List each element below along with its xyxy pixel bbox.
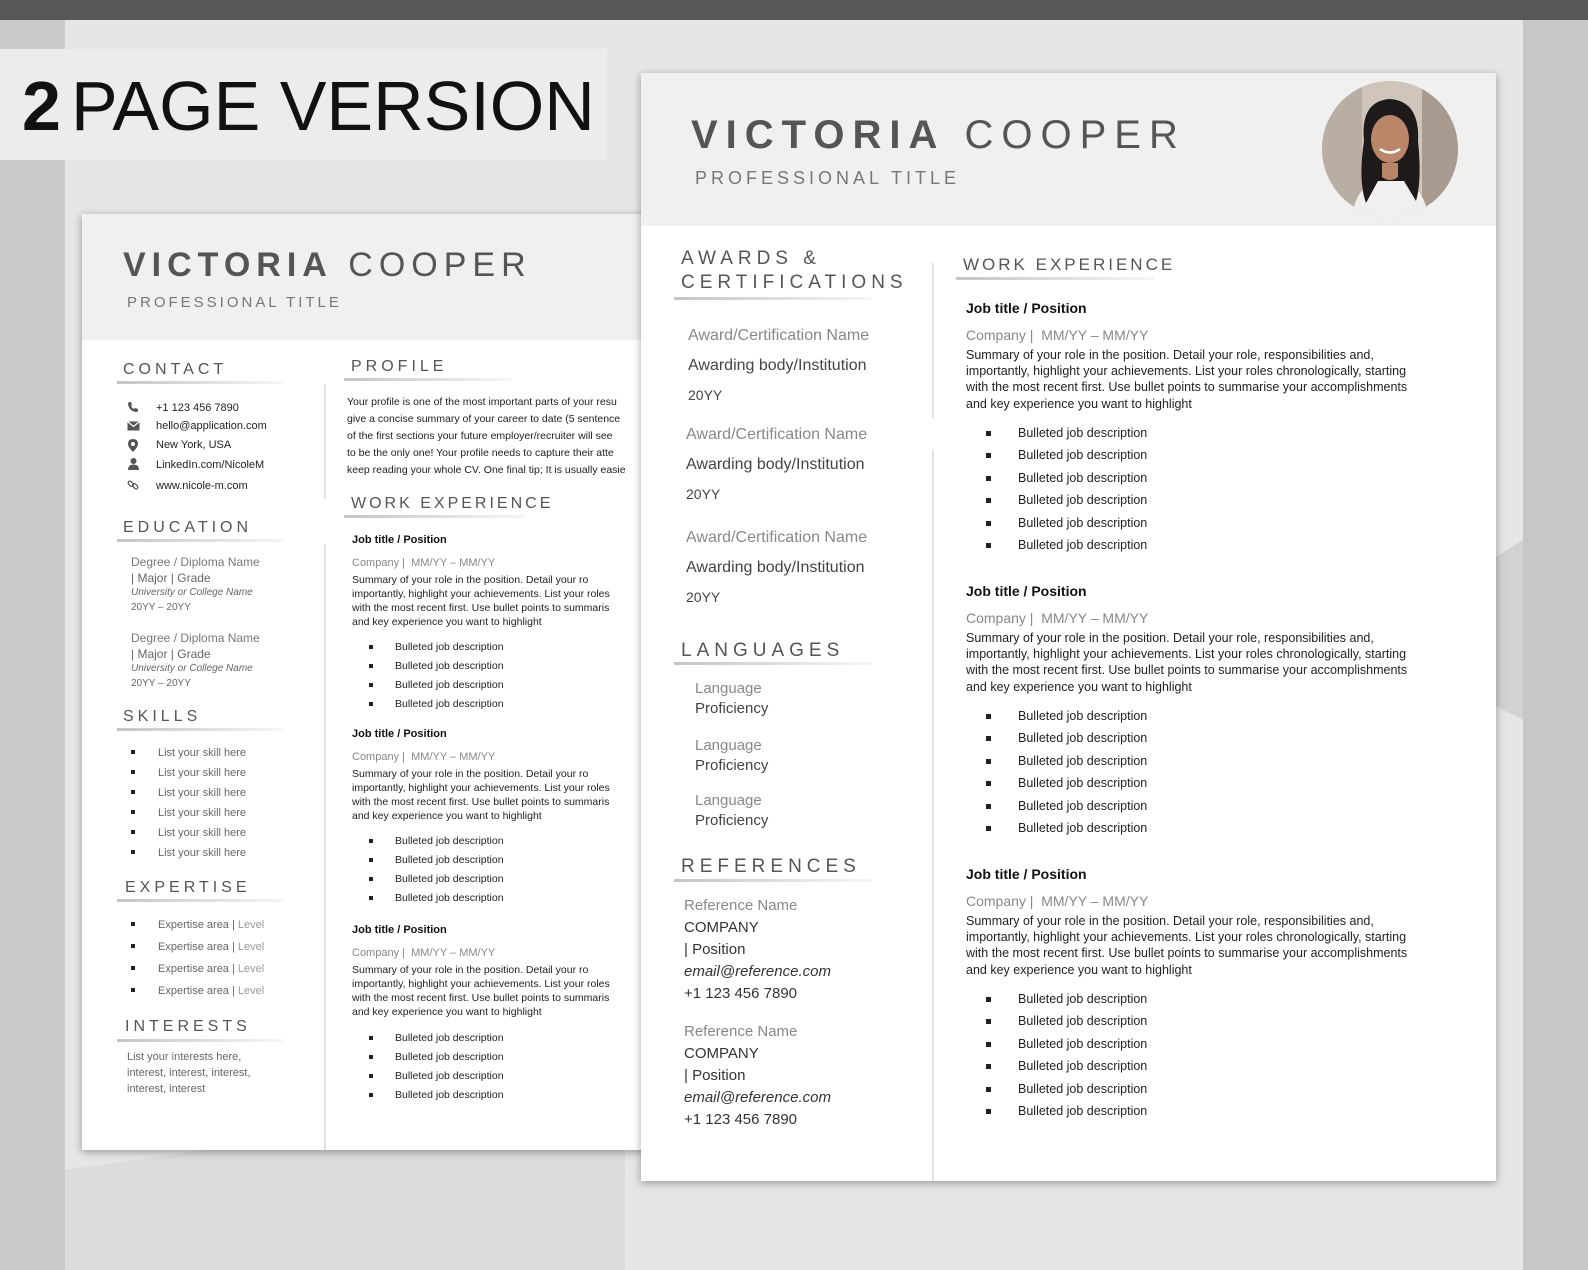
page2-first-name: VICTORIA xyxy=(691,113,946,157)
education-years-2: 20YY – 20YY xyxy=(131,678,191,689)
education-school-1: University or College Name xyxy=(131,587,253,598)
bullet xyxy=(986,1019,991,1024)
bullet xyxy=(369,664,373,668)
education-degree-1: Degree / Diploma Name xyxy=(131,555,260,569)
page2-job-summary-line: importantly, highlight your achievements. List your roles chronologically, starting xyxy=(966,930,1407,944)
interests-line: List your interests here, xyxy=(127,1051,242,1063)
skills-heading: SKILLS xyxy=(123,708,202,725)
expertise-level: Level xyxy=(237,963,265,975)
references-divider xyxy=(674,879,872,882)
page2-job-bullet: Bulleted job description xyxy=(1018,821,1148,835)
page1-job-company-dates xyxy=(352,947,495,959)
bullet xyxy=(131,988,135,992)
profile-line: Your profile is one of the most important parts of your resu xyxy=(347,396,617,408)
top-bar xyxy=(0,0,1588,20)
page2-job-bullet: Bulleted job description xyxy=(1018,471,1148,485)
profile-heading: PROFILE xyxy=(351,358,448,375)
version-banner-text xyxy=(22,66,595,146)
page1-professional-title: PROFESSIONAL TITLE xyxy=(127,294,342,311)
bullet xyxy=(986,826,991,831)
bullet xyxy=(986,521,991,526)
page2-job-bullet: Bulleted job description xyxy=(1018,448,1148,462)
skill-item: List your skill here xyxy=(158,787,247,799)
page1-job-bullet: Bulleted job description xyxy=(395,1089,504,1101)
page2-job-title: Job title / Position xyxy=(966,866,1087,882)
bullet xyxy=(986,714,991,719)
bullet xyxy=(369,877,373,881)
language-proficiency: Proficiency xyxy=(695,757,769,774)
bullet xyxy=(986,453,991,458)
page2-job-summary-line: and key experience you want to highlight xyxy=(966,397,1192,411)
job-company: Company | xyxy=(352,947,405,959)
page1-job-bullet: Bulleted job description xyxy=(395,892,504,904)
page2-work-divider xyxy=(956,277,1154,280)
link-icon xyxy=(126,479,140,493)
bullet xyxy=(986,1109,991,1114)
job-dates: MM/YY – MM/YY xyxy=(1041,327,1149,343)
page2-job-bullet: Bulleted job description xyxy=(1018,493,1148,507)
bullet xyxy=(986,1064,991,1069)
expertise-area: Expertise area | xyxy=(158,963,235,975)
award-name: Award/Certification Name xyxy=(686,426,868,443)
bullet xyxy=(131,944,135,948)
expertise-area: Expertise area | xyxy=(158,985,235,997)
page2-last-name: COOPER xyxy=(964,113,1186,157)
job-company: Company | xyxy=(352,751,405,763)
bullet xyxy=(131,750,135,754)
page1-work-heading: WORK EXPERIENCE xyxy=(351,495,554,512)
interests-heading: INTERESTS xyxy=(125,1018,251,1035)
contact-divider xyxy=(117,381,283,384)
contact-phone: +1 123 456 7890 xyxy=(156,402,239,414)
expertise-level: Level xyxy=(237,985,265,997)
bullet xyxy=(986,431,991,436)
page2-job-title: Job title / Position xyxy=(966,583,1087,599)
awards-divider xyxy=(674,297,872,300)
reference-company: COMPANY xyxy=(684,919,759,936)
education-years-1: 20YY – 20YY xyxy=(131,602,191,613)
page2-job-summary-line: with the most recent first. Use bullet points to summarise your accomplishments xyxy=(966,946,1408,960)
page2-name xyxy=(691,113,1186,158)
profile-photo xyxy=(1322,81,1458,217)
page1-job-summary-line: Summary of your role in the position. Detail your ro xyxy=(352,964,589,976)
page2-job-company-dates xyxy=(966,610,1148,626)
bullet xyxy=(131,850,135,854)
languages-heading: LANGUAGES xyxy=(681,640,845,661)
bullet xyxy=(369,702,373,706)
page1-job-summary-line: with the most recent first. Use bullet points to summaris xyxy=(352,992,610,1004)
skill-item: List your skill here xyxy=(158,847,247,859)
job-company: Company | xyxy=(352,557,405,569)
award-name: Award/Certification Name xyxy=(688,327,870,344)
contact-email: hello@application.com xyxy=(156,420,267,432)
page2-job-summary-line: with the most recent first. Use bullet points to summarise your accomplishments xyxy=(966,380,1408,394)
page2-job-bullet: Bulleted job description xyxy=(1018,709,1148,723)
background-right-strip xyxy=(1523,20,1588,1270)
page2-job-bullet: Bulleted job description xyxy=(1018,1014,1148,1028)
reference-company: COMPANY xyxy=(684,1045,759,1062)
contact-linkedin: LinkedIn.com/NicoleM xyxy=(156,459,265,471)
job-company: Company | xyxy=(966,610,1034,626)
location-pin-icon xyxy=(126,439,140,453)
page1-job-company-dates xyxy=(352,557,495,569)
education-divider xyxy=(117,539,283,542)
profile-line: keep reading your whole CV. One final tip; It is usually easie xyxy=(347,464,626,476)
page1-job-bullet: Bulleted job description xyxy=(395,873,504,885)
banner-label: PAGE VERSION xyxy=(70,67,595,145)
bullet xyxy=(369,1036,373,1040)
page1-job-company-dates xyxy=(352,751,495,763)
column-divider xyxy=(932,450,934,1181)
page1-job-title: Job title / Position xyxy=(352,728,447,740)
page2-job-bullet: Bulleted job description xyxy=(1018,538,1148,552)
bullet xyxy=(131,830,135,834)
expertise-item xyxy=(158,919,264,931)
education-heading: EDUCATION xyxy=(123,519,253,536)
bullet xyxy=(369,1074,373,1078)
page2-job-company-dates xyxy=(966,327,1148,343)
page2-job-bullet: Bulleted job description xyxy=(1018,1037,1148,1051)
bullet xyxy=(131,790,135,794)
reference-email: email@reference.com xyxy=(684,1089,831,1106)
page1-job-bullet: Bulleted job description xyxy=(395,698,504,710)
language-name: Language xyxy=(695,680,762,697)
award-body: Awarding body/Institution xyxy=(686,559,865,576)
page2-job-summary-line: Summary of your role in the position. Detail your role, responsibilities and, xyxy=(966,348,1374,362)
education-major-1: | Major | Grade xyxy=(131,571,211,585)
language-name: Language xyxy=(695,792,762,809)
page1-job-summary-line: and key experience you want to highlight xyxy=(352,616,542,628)
page2-job-bullet: Bulleted job description xyxy=(1018,426,1148,440)
page1-work-divider xyxy=(344,515,524,518)
page2-job-bullet: Bulleted job description xyxy=(1018,754,1148,768)
page2-job-summary-line: importantly, highlight your achievements. List your roles chronologically, starting xyxy=(966,364,1407,378)
job-dates: MM/YY – MM/YY xyxy=(411,751,496,763)
page1-job-summary-line: with the most recent first. Use bullet points to summaris xyxy=(352,796,610,808)
page1-job-bullet: Bulleted job description xyxy=(395,835,504,847)
profile-line: to be the only one! Your profile needs to capture their atte xyxy=(347,447,614,459)
education-school-2: University or College Name xyxy=(131,663,253,674)
reference-position: | Position xyxy=(684,1067,746,1084)
bullet xyxy=(131,922,135,926)
job-company: Company | xyxy=(966,327,1034,343)
skill-item: List your skill here xyxy=(158,807,247,819)
job-dates: MM/YY – MM/YY xyxy=(411,947,496,959)
bullet xyxy=(986,781,991,786)
award-year: 20YY xyxy=(686,589,721,605)
contact-heading: CONTACT xyxy=(123,361,228,378)
page2-job-company-dates xyxy=(966,893,1148,909)
contact-location: New York, USA xyxy=(156,439,232,451)
page1-job-bullet: Bulleted job description xyxy=(395,1032,504,1044)
page1-job-bullet: Bulleted job description xyxy=(395,679,504,691)
skill-item: List your skill here xyxy=(158,767,247,779)
page1-job-summary-line: Summary of your role in the position. Detail your ro xyxy=(352,574,589,586)
reference-phone: +1 123 456 7890 xyxy=(684,985,798,1002)
resume-page-1 xyxy=(82,214,682,1150)
envelope-icon xyxy=(126,420,140,434)
page2-job-bullet: Bulleted job description xyxy=(1018,516,1148,530)
bullet xyxy=(369,1093,373,1097)
column-divider xyxy=(324,384,326,499)
column-divider xyxy=(324,544,326,1150)
profile-divider xyxy=(344,378,511,381)
award-body: Awarding body/Institution xyxy=(688,357,867,374)
bullet xyxy=(986,804,991,809)
language-proficiency: Proficiency xyxy=(695,700,769,717)
reference-position: | Position xyxy=(684,941,746,958)
contact-website: www.nicole-m.com xyxy=(156,480,248,492)
expertise-divider xyxy=(117,899,283,902)
page1-name xyxy=(123,246,532,285)
expertise-item xyxy=(158,941,264,953)
page1-job-bullet: Bulleted job description xyxy=(395,1070,504,1082)
bullet xyxy=(986,476,991,481)
page1-last-name: COOPER xyxy=(348,246,532,284)
awards-heading-line2: CERTIFICATIONS xyxy=(681,272,908,293)
page2-job-summary-line: and key experience you want to highlight xyxy=(966,963,1192,977)
interests-line: interest, interest, interest, xyxy=(127,1067,251,1079)
bullet xyxy=(369,1055,373,1059)
page2-job-summary-line: importantly, highlight your achievements. List your roles chronologically, starting xyxy=(966,647,1407,661)
banner-number: 2 xyxy=(22,67,61,145)
bullet xyxy=(369,896,373,900)
bullet xyxy=(131,810,135,814)
expertise-level: Level xyxy=(237,919,265,931)
page2-job-title: Job title / Position xyxy=(966,300,1087,316)
person-icon xyxy=(126,458,140,472)
job-dates: MM/YY – MM/YY xyxy=(1041,610,1149,626)
page1-job-summary-line: importantly, highlight your achievements. List your roles xyxy=(352,588,610,600)
bullet xyxy=(131,770,135,774)
skill-item: List your skill here xyxy=(158,747,247,759)
education-major-2: | Major | Grade xyxy=(131,647,211,661)
expertise-item xyxy=(158,985,264,997)
page2-job-bullet: Bulleted job description xyxy=(1018,1059,1148,1073)
page2-job-summary-line: Summary of your role in the position. Detail your role, responsibilities and, xyxy=(966,914,1374,928)
page2-professional-title: PROFESSIONAL TITLE xyxy=(695,168,961,188)
bullet xyxy=(369,839,373,843)
interests-divider xyxy=(117,1039,283,1042)
reference-name: Reference Name xyxy=(684,897,798,914)
page1-job-title: Job title / Position xyxy=(352,924,447,936)
page2-job-bullet: Bulleted job description xyxy=(1018,1082,1148,1096)
page1-job-summary-line: and key experience you want to highlight xyxy=(352,810,542,822)
award-body: Awarding body/Institution xyxy=(686,456,865,473)
resume-page-2 xyxy=(641,73,1496,1181)
reference-phone: +1 123 456 7890 xyxy=(684,1111,798,1128)
page1-first-name: VICTORIA xyxy=(123,246,333,284)
languages-divider xyxy=(674,662,872,665)
awards-heading-line1: AWARDS & xyxy=(681,248,821,269)
job-dates: MM/YY – MM/YY xyxy=(411,557,496,569)
page2-job-summary-line: with the most recent first. Use bullet points to summarise your accomplishments xyxy=(966,663,1408,677)
page2-job-bullet: Bulleted job description xyxy=(1018,992,1148,1006)
award-name: Award/Certification Name xyxy=(686,529,868,546)
page1-job-title: Job title / Position xyxy=(352,534,447,546)
profile-line: of the first sections your future employer/recruiter will see xyxy=(347,430,613,442)
bullet xyxy=(131,966,135,970)
education-degree-2: Degree / Diploma Name xyxy=(131,631,260,645)
page2-job-bullet: Bulleted job description xyxy=(1018,1104,1148,1118)
references-heading: REFERENCES xyxy=(681,856,861,877)
award-year: 20YY xyxy=(688,387,723,403)
page2-job-bullet: Bulleted job description xyxy=(1018,776,1148,790)
page1-job-summary-line: with the most recent first. Use bullet points to summaris xyxy=(352,602,610,614)
page1-job-bullet: Bulleted job description xyxy=(395,660,504,672)
expertise-item xyxy=(158,963,264,975)
page1-job-bullet: Bulleted job description xyxy=(395,1051,504,1063)
bullet xyxy=(369,858,373,862)
expertise-area: Expertise area | xyxy=(158,919,235,931)
reference-email: email@reference.com xyxy=(684,963,831,980)
bullet xyxy=(986,1087,991,1092)
page1-job-bullet: Bulleted job description xyxy=(395,854,504,866)
page1-job-summary-line: importantly, highlight your achievements. List your roles xyxy=(352,782,610,794)
page1-job-summary-line: Summary of your role in the position. Detail your ro xyxy=(352,768,589,780)
language-name: Language xyxy=(695,737,762,754)
page2-job-summary-line: Summary of your role in the position. Detail your role, responsibilities and, xyxy=(966,631,1374,645)
bullet xyxy=(986,736,991,741)
award-year: 20YY xyxy=(686,486,721,502)
column-divider xyxy=(932,263,934,418)
bullet xyxy=(986,543,991,548)
skills-divider xyxy=(117,728,283,731)
page2-work-heading: WORK EXPERIENCE xyxy=(963,255,1176,274)
job-company: Company | xyxy=(966,893,1034,909)
reference-name: Reference Name xyxy=(684,1023,798,1040)
page2-job-bullet: Bulleted job description xyxy=(1018,731,1148,745)
job-dates: MM/YY – MM/YY xyxy=(1041,893,1149,909)
page2-job-bullet: Bulleted job description xyxy=(1018,799,1148,813)
expertise-level: Level xyxy=(237,941,265,953)
bullet xyxy=(986,997,991,1002)
page1-job-bullet: Bulleted job description xyxy=(395,641,504,653)
skill-item: List your skill here xyxy=(158,827,247,839)
language-proficiency: Proficiency xyxy=(695,812,769,829)
bullet xyxy=(986,1042,991,1047)
bullet xyxy=(986,498,991,503)
bullet xyxy=(369,645,373,649)
page2-job-summary-line: and key experience you want to highlight xyxy=(966,680,1192,694)
expertise-heading: EXPERTISE xyxy=(125,879,251,896)
expertise-area: Expertise area | xyxy=(158,941,235,953)
phone-icon xyxy=(126,401,140,415)
profile-line: give a concise summary of your career to date (5 sentence xyxy=(347,413,621,425)
interests-line: interest, interest xyxy=(127,1083,206,1095)
page1-job-summary-line: importantly, highlight your achievements. List your roles xyxy=(352,978,610,990)
bullet xyxy=(369,683,373,687)
page1-job-summary-line: and key experience you want to highlight xyxy=(352,1006,542,1018)
bullet xyxy=(986,759,991,764)
